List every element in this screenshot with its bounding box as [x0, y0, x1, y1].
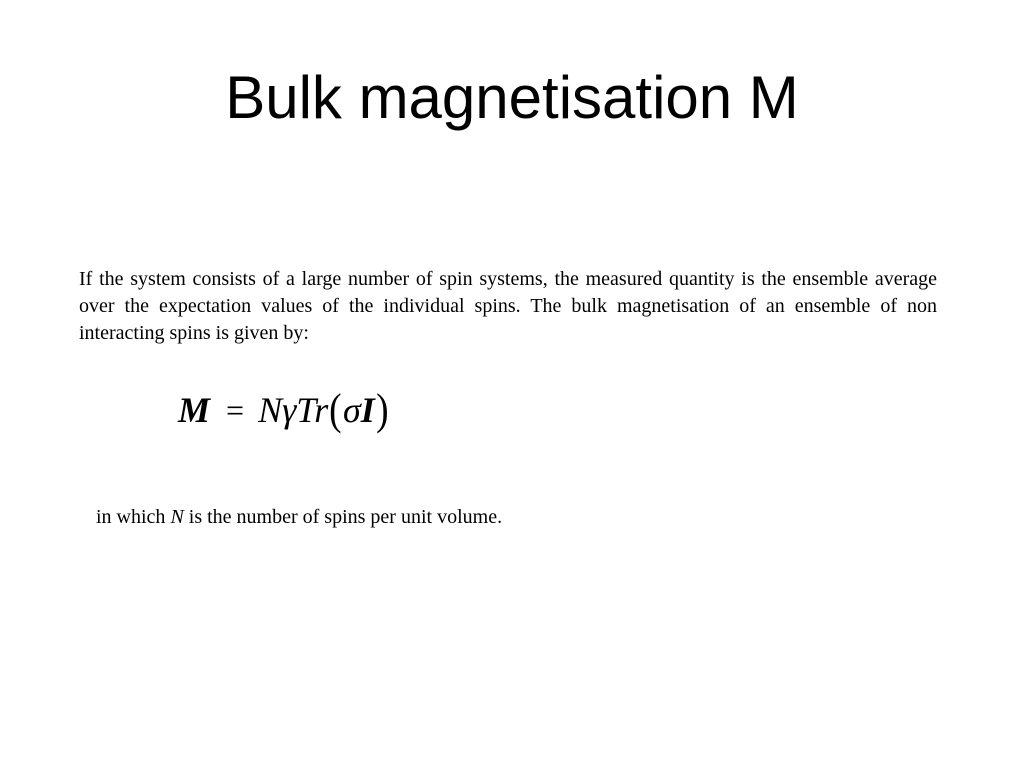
note-paragraph	[96, 504, 502, 531]
magnetisation-equation	[178, 382, 389, 438]
slide-title: Bulk magnetisation M	[225, 64, 799, 131]
equation-n-symbol: N	[258, 390, 283, 430]
equation-gamma-symbol: γ	[282, 390, 297, 430]
equation-lhs: M	[178, 390, 211, 430]
equation-sigma-symbol: σ	[342, 390, 361, 430]
equation-equals: =	[226, 392, 245, 428]
note-prefix: in which	[96, 506, 171, 528]
intro-paragraph: If the system consists of a large number of spin systems, the measured quantity is the ensemble average over the expectation values of the individual spins. The bulk magnetisation of an ensemble of non interacting spins is given by:	[79, 268, 937, 344]
equation-trace-symbol: Tr	[296, 390, 329, 430]
equation-close-paren: )	[375, 385, 389, 434]
equation-open-paren: (	[329, 385, 342, 434]
equation-spin-operator: I	[360, 390, 375, 430]
note-suffix: is the number of spins per unit volume.	[183, 506, 503, 528]
note-variable: N	[170, 506, 184, 528]
